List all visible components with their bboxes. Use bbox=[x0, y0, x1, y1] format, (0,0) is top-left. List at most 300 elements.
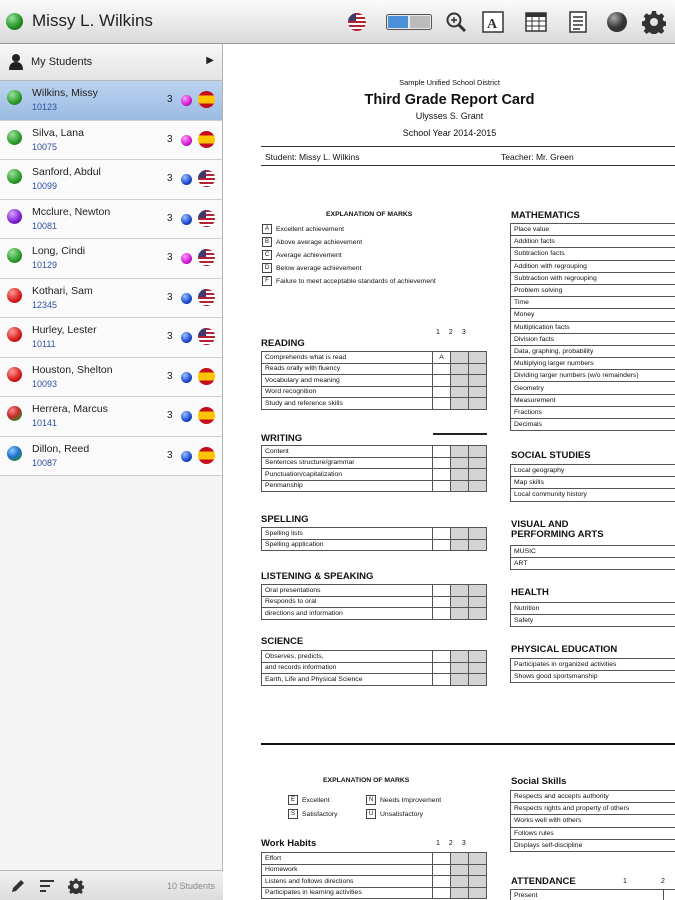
student-id: 10099 bbox=[32, 181, 58, 191]
math-table bbox=[510, 223, 675, 431]
us-flag-icon bbox=[198, 210, 215, 227]
grade-row-label: Listens and follows directions bbox=[262, 876, 433, 888]
grade-cell[interactable] bbox=[469, 363, 487, 375]
student-grade: 3 bbox=[167, 449, 173, 461]
my-students-label: My Students bbox=[31, 56, 93, 68]
program-badge-icon bbox=[181, 174, 192, 185]
skill-row bbox=[511, 260, 675, 272]
grade-row bbox=[262, 674, 487, 686]
student-grade: 3 bbox=[167, 212, 173, 224]
student-status-icon bbox=[7, 288, 22, 303]
grade-row-label: Effort bbox=[262, 853, 433, 865]
student-name: Wilkins, Missy bbox=[32, 87, 98, 99]
student-grade: 3 bbox=[167, 331, 173, 342]
social-skills-table bbox=[510, 790, 675, 852]
person-icon bbox=[8, 53, 24, 71]
grade-cell[interactable] bbox=[451, 651, 469, 663]
marks2-explanation-title: EXPLANATION OF MARKS bbox=[323, 777, 410, 784]
globe-icon[interactable] bbox=[605, 8, 629, 36]
spain-flag-icon bbox=[198, 407, 215, 424]
top-bar bbox=[0, 0, 675, 44]
grade-row-label: Penmanship bbox=[262, 480, 433, 492]
grade-row bbox=[262, 887, 487, 899]
science-table bbox=[261, 650, 487, 686]
skill-label[interactable]: Participates in organized activities bbox=[511, 659, 675, 671]
grade-row bbox=[262, 352, 487, 364]
grade-cell[interactable] bbox=[469, 596, 487, 608]
skill-label[interactable]: Place value bbox=[511, 224, 675, 236]
student-id: 10129 bbox=[32, 260, 58, 270]
skill-row bbox=[511, 791, 675, 803]
edit-pencil-icon[interactable] bbox=[10, 878, 26, 894]
skill-row bbox=[511, 546, 675, 558]
student-name: Silva, Lana bbox=[32, 126, 84, 139]
student-row[interactable] bbox=[0, 318, 222, 358]
us-flag-icon bbox=[198, 328, 215, 345]
program-badge-icon bbox=[181, 253, 192, 264]
student-status-icon bbox=[7, 169, 22, 184]
text-size-icon[interactable] bbox=[481, 8, 505, 36]
grade-cell[interactable] bbox=[469, 585, 487, 597]
student-status-icon bbox=[7, 90, 22, 105]
attendance-label: Present bbox=[511, 890, 664, 900]
grade-row bbox=[262, 876, 487, 888]
skill-row bbox=[511, 309, 675, 321]
skill-row bbox=[511, 333, 675, 345]
grade-cell[interactable] bbox=[469, 876, 487, 888]
sort-icon[interactable] bbox=[39, 878, 55, 894]
pe-table bbox=[510, 658, 675, 683]
reading-column-headers: 123 bbox=[436, 329, 475, 336]
skill-label[interactable]: Addition with regrouping bbox=[511, 260, 675, 272]
grade-cell[interactable] bbox=[433, 528, 451, 540]
grade-cell[interactable] bbox=[469, 651, 487, 663]
grade-row bbox=[262, 864, 487, 876]
page-divider bbox=[261, 743, 675, 745]
grade-row-label: Comprehends what is read bbox=[262, 352, 433, 364]
student-list bbox=[0, 81, 222, 476]
student-id: 10087 bbox=[32, 457, 58, 468]
grade-cell[interactable] bbox=[451, 608, 469, 620]
student-name: Houston, Shelton bbox=[32, 363, 113, 376]
skill-label[interactable]: Geometry bbox=[511, 382, 675, 394]
skill-row bbox=[511, 248, 675, 260]
grade-cell[interactable] bbox=[451, 585, 469, 597]
grade-cell[interactable] bbox=[451, 363, 469, 375]
skill-row bbox=[511, 236, 675, 248]
writing-heading: WRITING bbox=[261, 433, 303, 444]
grade-cell[interactable] bbox=[451, 662, 469, 674]
report-title: Third Grade Report Card bbox=[364, 92, 535, 108]
skill-row bbox=[511, 419, 675, 431]
grade-cell[interactable] bbox=[433, 480, 451, 492]
grade-cell[interactable] bbox=[451, 674, 469, 686]
grade-cell[interactable] bbox=[433, 585, 451, 597]
skill-row bbox=[511, 603, 675, 615]
us-flag-icon[interactable] bbox=[347, 8, 367, 36]
grade-cell[interactable] bbox=[451, 528, 469, 540]
spain-flag-icon bbox=[198, 91, 215, 108]
grade-cell[interactable] bbox=[451, 398, 469, 410]
writing-table bbox=[261, 445, 487, 492]
skill-row bbox=[511, 272, 675, 284]
student-status-icon bbox=[7, 209, 22, 224]
grade-cell[interactable] bbox=[451, 864, 469, 876]
skill-row bbox=[511, 659, 675, 671]
calendar-grid-icon[interactable] bbox=[524, 8, 548, 36]
grade-cell[interactable] bbox=[451, 446, 469, 458]
grade-cell[interactable] bbox=[433, 674, 451, 686]
grade-row-label: Punctuation/capitalization bbox=[262, 469, 433, 481]
grade-row bbox=[262, 608, 487, 620]
grade-cell[interactable] bbox=[469, 446, 487, 458]
student-row[interactable] bbox=[0, 279, 222, 319]
skill-row bbox=[511, 827, 675, 839]
skill-row bbox=[511, 803, 675, 815]
skill-label[interactable]: Displays self-discipline bbox=[511, 839, 675, 851]
student-status-icon bbox=[7, 327, 22, 342]
grade-row bbox=[262, 651, 487, 663]
grade-cell[interactable] bbox=[433, 876, 451, 888]
svg-text:A: A bbox=[487, 17, 498, 32]
spain-flag-icon bbox=[198, 368, 215, 385]
skill-row bbox=[511, 465, 675, 477]
grade-cell[interactable] bbox=[469, 662, 487, 674]
grade-cell[interactable] bbox=[451, 352, 469, 364]
skill-label[interactable]: Time bbox=[511, 297, 675, 309]
zoom-icon[interactable] bbox=[444, 8, 468, 36]
student-status-icon bbox=[7, 248, 22, 263]
grade-row-label: Sentences structure/grammar bbox=[262, 457, 433, 469]
grade-row bbox=[262, 375, 487, 387]
skill-row bbox=[511, 224, 675, 236]
mark-legend-item: U Unsatisfactory bbox=[366, 809, 423, 819]
student-grade: 3 bbox=[167, 252, 173, 263]
skill-label[interactable]: Respects rights and property of others bbox=[511, 803, 675, 815]
skill-label[interactable]: Map skills bbox=[511, 477, 675, 489]
student-status-icon bbox=[7, 406, 22, 421]
skill-row bbox=[511, 839, 675, 851]
student-name: Herrera, Marcus bbox=[32, 403, 108, 415]
sidebar-footer bbox=[0, 870, 223, 900]
skill-row bbox=[511, 477, 675, 489]
student-id: 10081 bbox=[32, 220, 58, 231]
us-flag-icon bbox=[198, 249, 215, 266]
grade-row bbox=[262, 596, 487, 608]
skill-label[interactable]: Follows rules bbox=[511, 827, 675, 839]
student-name: Dillon, Reed bbox=[32, 442, 90, 455]
program-badge-icon bbox=[181, 372, 192, 383]
grade-cell[interactable] bbox=[451, 876, 469, 888]
attendance-cell[interactable] bbox=[664, 890, 675, 900]
student-name: Mcclure, Newton bbox=[32, 205, 111, 218]
mark-legend-item: F Failure to meet acceptable standards of achievement bbox=[262, 276, 436, 286]
grade-row-label: Content bbox=[262, 446, 433, 458]
grade-cell[interactable] bbox=[469, 398, 487, 410]
mark-legend-item: E Excellent bbox=[288, 795, 330, 805]
grade-cell[interactable]: A bbox=[433, 352, 451, 364]
grade-row bbox=[262, 386, 487, 398]
mark-legend-item: B Above average achievement bbox=[262, 237, 362, 247]
skill-label[interactable]: Safety bbox=[511, 615, 675, 627]
program-badge-icon bbox=[181, 293, 192, 304]
grade-row bbox=[262, 585, 487, 597]
skill-label[interactable]: Fractions bbox=[511, 406, 675, 418]
grade-row-label: Participates in learning activities bbox=[262, 887, 433, 899]
skill-label[interactable]: Decimals bbox=[511, 419, 675, 431]
grade-cell[interactable] bbox=[469, 386, 487, 398]
program-badge-icon bbox=[181, 135, 192, 146]
pe-heading: PHYSICAL EDUCATION bbox=[511, 644, 618, 655]
grade-cell[interactable] bbox=[469, 528, 487, 540]
grade-row-label: Reads orally with fluency bbox=[262, 363, 433, 375]
science-heading: SCIENCE bbox=[261, 636, 304, 647]
skill-label[interactable]: ART bbox=[511, 558, 675, 570]
spain-flag-icon bbox=[198, 131, 215, 148]
grade-cell[interactable] bbox=[433, 539, 451, 551]
mark-legend-item: D Below average achievement bbox=[262, 263, 361, 273]
student-id: 10111 bbox=[32, 339, 56, 349]
skill-label[interactable]: Data, graphing, probability bbox=[511, 345, 675, 357]
skill-label[interactable]: Multiplying larger numbers bbox=[511, 358, 675, 370]
skill-label[interactable]: Respects and accepts authority bbox=[511, 791, 675, 803]
grade-row-label: Earth, Life and Physical Science bbox=[262, 674, 433, 686]
student-row[interactable] bbox=[0, 239, 222, 279]
grade-cell[interactable] bbox=[469, 352, 487, 364]
student-row[interactable] bbox=[0, 121, 222, 161]
student-name: Sanford, Abdul bbox=[32, 166, 101, 178]
grade-row bbox=[262, 446, 487, 458]
us-flag-icon bbox=[198, 289, 215, 306]
grade-cell[interactable] bbox=[451, 469, 469, 481]
program-badge-icon bbox=[181, 214, 192, 225]
grade-row-label: Spelling application bbox=[262, 539, 433, 551]
grade-cell[interactable] bbox=[469, 480, 487, 492]
social-studies-heading: SOCIAL STUDIES bbox=[511, 450, 591, 461]
spelling-table bbox=[261, 527, 487, 551]
grade-cell[interactable] bbox=[451, 457, 469, 469]
student-id: 10123 bbox=[32, 102, 58, 112]
grade-cell[interactable] bbox=[469, 608, 487, 620]
grade-row bbox=[262, 539, 487, 551]
program-badge-icon bbox=[181, 95, 192, 106]
student-row[interactable] bbox=[0, 160, 222, 200]
grade-row-label: Word recognition bbox=[262, 386, 433, 398]
student-row[interactable] bbox=[0, 81, 222, 121]
mark-legend-item: S Satisfactory bbox=[288, 809, 338, 819]
student-id: 12345 bbox=[32, 299, 58, 310]
attendance-heading: ATTENDANCE bbox=[511, 876, 576, 887]
grade-cell[interactable] bbox=[469, 457, 487, 469]
skill-label[interactable]: Local geography bbox=[511, 465, 675, 477]
skill-row bbox=[511, 358, 675, 370]
student-status-icon bbox=[6, 13, 23, 30]
social-studies-table bbox=[510, 464, 675, 502]
grade-cell[interactable] bbox=[433, 398, 451, 410]
grade-row-label: Spelling lists bbox=[262, 528, 433, 540]
skill-label[interactable]: Subtraction facts bbox=[511, 248, 675, 260]
student-name: Kothari, Sam bbox=[32, 284, 93, 297]
district-name: Sample Unified School District bbox=[399, 78, 500, 87]
skill-label[interactable]: Works well with others bbox=[511, 815, 675, 827]
skill-row bbox=[511, 406, 675, 418]
grade-cell[interactable] bbox=[433, 887, 451, 899]
program-badge-icon bbox=[181, 332, 192, 343]
spain-flag-icon bbox=[198, 447, 215, 464]
grade-cell[interactable] bbox=[469, 469, 487, 481]
work-habits-table bbox=[261, 852, 487, 899]
skill-label[interactable]: Money bbox=[511, 309, 675, 321]
student-status-icon bbox=[7, 130, 22, 145]
skill-label[interactable]: Problem solving bbox=[511, 284, 675, 296]
grade-row-label: Observes, predicts, bbox=[262, 651, 433, 663]
skill-label[interactable]: Local community history bbox=[511, 489, 675, 501]
marks-explanation-title: EXPLANATION OF MARKS bbox=[326, 211, 413, 218]
grade-cell[interactable] bbox=[451, 596, 469, 608]
skill-label[interactable]: Addition facts bbox=[511, 236, 675, 248]
health-heading: HEALTH bbox=[511, 587, 549, 598]
mark-legend-item: C Average achievement bbox=[262, 250, 342, 260]
grade-cell[interactable] bbox=[433, 651, 451, 663]
reading-heading: READING bbox=[261, 338, 305, 349]
mark-legend-item: N Needs Improvement bbox=[366, 795, 441, 805]
school-name: Ulysses S. Grant bbox=[415, 111, 484, 121]
grade-cell[interactable] bbox=[433, 608, 451, 620]
grade-cell[interactable] bbox=[469, 539, 487, 551]
skill-row bbox=[511, 321, 675, 333]
grade-cell[interactable] bbox=[433, 596, 451, 608]
attendance-table bbox=[510, 889, 675, 900]
student-row[interactable] bbox=[0, 200, 222, 240]
health-table bbox=[510, 602, 675, 627]
student-status-icon bbox=[7, 446, 22, 461]
grade-row bbox=[262, 398, 487, 410]
grade-row-label: Responds to oral bbox=[262, 596, 433, 608]
skill-label[interactable]: Shows good sportsmanship bbox=[511, 671, 675, 683]
attendance-col-1: 1 bbox=[623, 878, 627, 885]
math-heading: MATHEMATICS bbox=[511, 210, 580, 221]
student-info-row bbox=[261, 146, 675, 166]
grade-cell[interactable] bbox=[451, 539, 469, 551]
skill-row bbox=[511, 284, 675, 296]
grade-cell[interactable] bbox=[433, 363, 451, 375]
skill-row bbox=[511, 394, 675, 406]
student-name-title: Missy L. Wilkins bbox=[32, 11, 153, 30]
attendance-row bbox=[511, 890, 675, 900]
student-count: 10 Students bbox=[166, 881, 215, 891]
grade-cell[interactable] bbox=[469, 674, 487, 686]
grade-cell[interactable] bbox=[469, 887, 487, 899]
skill-row bbox=[511, 345, 675, 357]
social-skills-heading: Social Skills bbox=[511, 776, 567, 787]
grade-cell[interactable] bbox=[451, 853, 469, 865]
mark-legend-item: A Excellent achievement bbox=[262, 224, 344, 234]
grade-cell[interactable] bbox=[433, 469, 451, 481]
program-badge-icon bbox=[181, 411, 192, 422]
student-grade: 3 bbox=[167, 94, 173, 105]
student-id: 10141 bbox=[32, 418, 58, 428]
grade-cell[interactable] bbox=[469, 853, 487, 865]
skill-label[interactable]: MUSIC bbox=[511, 546, 675, 558]
grade-row-label: directions and information bbox=[262, 608, 433, 620]
grade-row-label: Oral presentations bbox=[262, 585, 433, 597]
grade-row bbox=[262, 853, 487, 865]
skill-row bbox=[511, 297, 675, 309]
student-status-icon bbox=[7, 367, 22, 382]
grade-row bbox=[262, 469, 487, 481]
grade-cell[interactable] bbox=[433, 864, 451, 876]
skill-label[interactable]: Nutrition bbox=[511, 603, 675, 615]
student-grade: 3 bbox=[167, 173, 173, 184]
grade-cell[interactable] bbox=[451, 375, 469, 387]
arts-heading: VISUAL AND PERFORMING ARTS bbox=[511, 519, 604, 540]
grade-cell[interactable] bbox=[433, 386, 451, 398]
expand-arrow-icon[interactable]: ▶ bbox=[206, 55, 214, 66]
student-id: 10093 bbox=[32, 378, 58, 389]
grade-cell[interactable] bbox=[433, 662, 451, 674]
student-grade: 3 bbox=[167, 410, 173, 421]
grade-cell[interactable] bbox=[451, 887, 469, 899]
grade-row bbox=[262, 662, 487, 674]
listening-heading: LISTENING & SPEAKING bbox=[261, 571, 374, 582]
work-habits-column-headers: 123 bbox=[436, 840, 475, 847]
arts-table bbox=[510, 545, 675, 570]
grade-row bbox=[262, 480, 487, 492]
student-grade: 3 bbox=[167, 133, 173, 145]
work-habits-heading: Work Habits bbox=[261, 838, 317, 849]
skill-label[interactable]: Subtraction with regrouping bbox=[511, 272, 675, 284]
student-name: Hurley, Lester bbox=[32, 324, 97, 336]
grade-cell[interactable] bbox=[433, 446, 451, 458]
skill-label[interactable]: Measurement bbox=[511, 394, 675, 406]
grade-cell[interactable] bbox=[451, 386, 469, 398]
grade-row bbox=[262, 528, 487, 540]
toggle-switch-icon[interactable] bbox=[385, 8, 433, 36]
gear-icon[interactable] bbox=[641, 8, 667, 36]
grade-row-label: Study and reference skills bbox=[262, 398, 433, 410]
student-id: 10075 bbox=[32, 141, 58, 152]
skill-row bbox=[511, 370, 675, 382]
us-flag-icon bbox=[198, 170, 215, 187]
student-row[interactable] bbox=[0, 437, 222, 477]
skill-row bbox=[511, 489, 675, 501]
grade-cell[interactable] bbox=[469, 864, 487, 876]
student-row[interactable] bbox=[0, 397, 222, 437]
attendance-col-2: 2 bbox=[661, 878, 665, 885]
reading-table bbox=[261, 351, 487, 410]
grade-cell[interactable] bbox=[451, 480, 469, 492]
skill-label[interactable]: Division facts bbox=[511, 333, 675, 345]
student-name: Long, Cindi bbox=[32, 245, 86, 257]
report-card-document bbox=[224, 44, 675, 900]
skill-row bbox=[511, 382, 675, 394]
grade-cell[interactable] bbox=[433, 375, 451, 387]
skill-label[interactable]: Multiplication facts bbox=[511, 321, 675, 333]
skill-row bbox=[511, 671, 675, 683]
my-students-header[interactable] bbox=[0, 44, 222, 81]
skill-label[interactable]: Dividing larger numbers (w/o remainders) bbox=[511, 370, 675, 382]
grade-cell[interactable] bbox=[469, 375, 487, 387]
student-row[interactable] bbox=[0, 358, 222, 398]
document-list-icon[interactable] bbox=[567, 8, 591, 36]
skill-row bbox=[511, 615, 675, 627]
grade-row-label: Vocabulary and meaning bbox=[262, 375, 433, 387]
grade-cell[interactable] bbox=[433, 457, 451, 469]
settings-gear-icon[interactable] bbox=[68, 878, 84, 894]
teacher-field: Teacher: Mr. Green bbox=[501, 152, 574, 162]
grade-cell[interactable] bbox=[433, 853, 451, 865]
student-sidebar bbox=[0, 44, 223, 900]
